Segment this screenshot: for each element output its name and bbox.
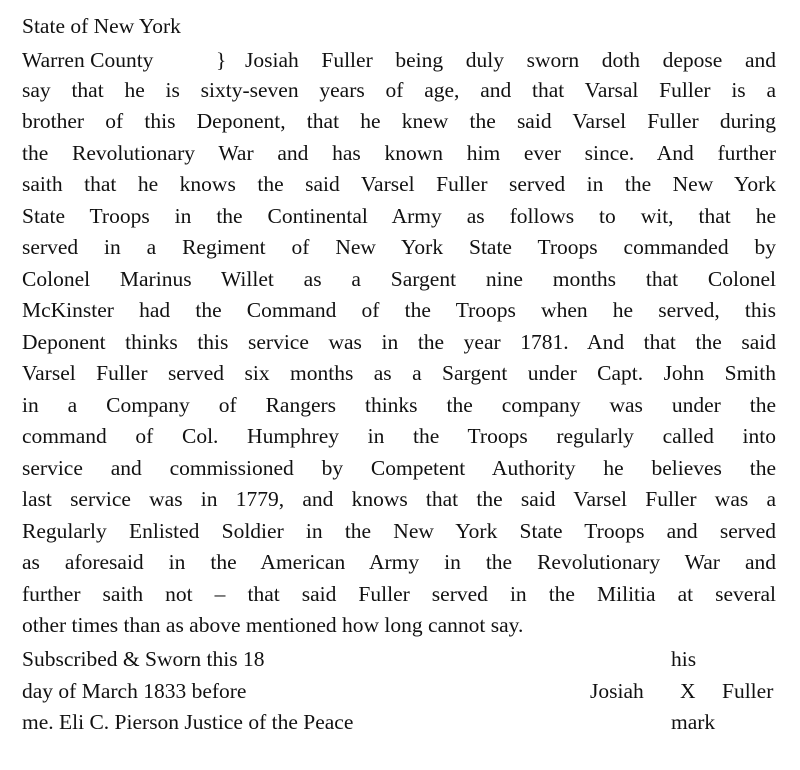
signature-mark-symbol: X — [680, 679, 696, 703]
body-line-3: brother of this Deponent, that he knew the said Varsel Fuller during — [22, 109, 776, 133]
signature-mark: mark — [671, 710, 716, 734]
body-line-9: McKinster had the Command of the Troops when he served, this — [22, 298, 776, 322]
signature-his: his — [671, 647, 697, 671]
body-line-15: last service was in 1779, and knows that the said Varsel Fuller was a — [22, 487, 776, 511]
state-heading: State of New York — [22, 14, 181, 38]
signature-first-name: Josiah — [590, 679, 644, 703]
body-line-13: command of Col. Humphrey in the Troops regularly called into — [22, 424, 776, 448]
body-line-17: as aforesaid in the American Army in the Revolutionary War and — [22, 550, 776, 574]
body-line-10: Deponent thinks this service was in the year 1781. And that the said — [22, 330, 776, 354]
county-brace: } — [216, 48, 227, 72]
county-heading: Warren County — [22, 48, 154, 72]
body-line-18: further saith not – that said Fuller served in the Militia at several — [22, 582, 776, 606]
body-line-12: in a Company of Rangers thinks the company was under the — [22, 393, 776, 417]
jurat-line-1: Subscribed & Sworn this 18 — [22, 647, 265, 671]
body-line-8: Colonel Marinus Willet as a Sargent nine months that Colonel — [22, 267, 776, 291]
body-line-2: say that he is sixty-seven years of age, and that Varsal Fuller is a — [22, 78, 776, 102]
body-line-11: Varsel Fuller served six months as a Sargent under Capt. John Smith — [22, 361, 776, 385]
body-line-5: saith that he knows the said Varsel Fuller served in the New York — [22, 172, 776, 196]
body-line-14: service and commissioned by Competent Authority he believes the — [22, 456, 776, 480]
jurat-line-2: day of March 1833 before — [22, 679, 247, 703]
body-line-19: other times than as above mentioned how long cannot say. — [22, 613, 524, 637]
signature-last-name: Fuller — [722, 679, 774, 703]
body-line-16: Regularly Enlisted Soldier in the New York State Troops and served — [22, 519, 776, 543]
body-line-1: Josiah Fuller being duly sworn doth depose and — [245, 48, 776, 72]
body-line-7: served in a Regiment of New York State Troops commanded by — [22, 235, 776, 259]
jurat-line-3: me. Eli C. Pierson Justice of the Peace — [22, 710, 354, 734]
body-line-6: State Troops in the Continental Army as follows to wit, that he — [22, 204, 776, 228]
body-line-4: the Revolutionary War and has known him ever since. And further — [22, 141, 776, 165]
